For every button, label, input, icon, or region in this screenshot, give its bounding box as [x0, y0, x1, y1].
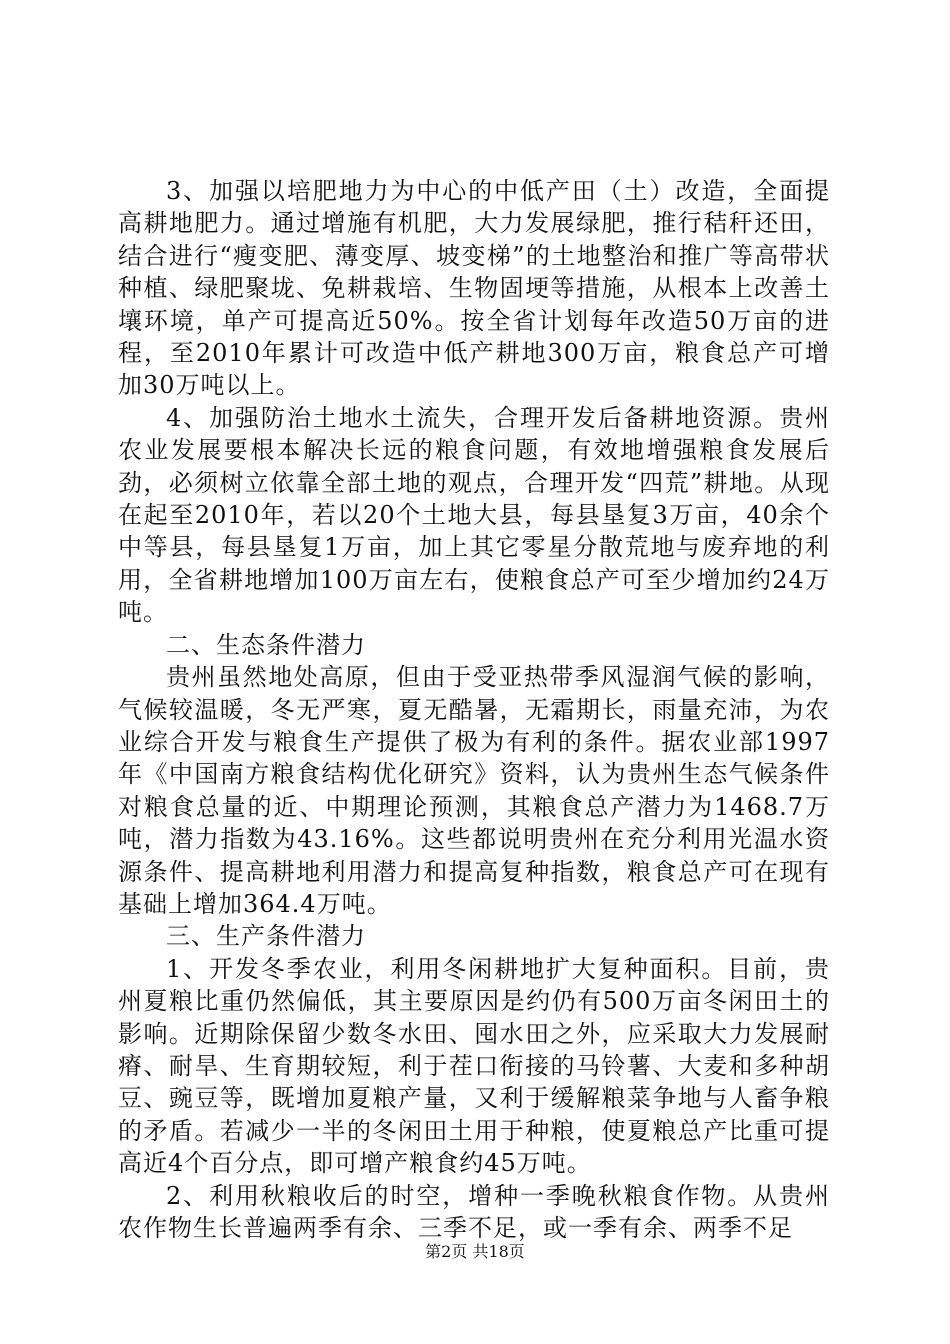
paragraph-item-4: 4、加强防治土地水土流失，合理开发后备耕地资源。贵州农业发展要根本解决长远的粮食问题，有效地增强粮食发展后劲，必须树立依靠全部土地的观点，合理开发“四荒”耕地。从现在起至2010年，若以20个土地大县，每县垦复3万亩，40余个中等县，每县垦复1万亩，加上其它零星分散荒地与废弃地的利用，全省耕地增加100万亩左右，使粮食总产可至少增加约24万吨。: [118, 403, 830, 627]
paragraph-production-2: 2、利用秋粮收后的时空，增种一季晚秋粮食作物。从贵州农作物生长普遍两季有余、三季不足，或一季有余、两季不足: [118, 1181, 830, 1242]
section-heading-production: 三、生产条件潜力: [166, 922, 366, 951]
paragraph-production-1: 1、开发冬季农业，利用冬闲耕地扩大复种面积。目前，贵州夏粮比重仍然偏低，其主要原因是约仍有500万亩冬闲田土的影响。近期除保留少数冬水田、囤水田之外，应采取大力发展耐瘠、耐旱、生育期较短，利于茬口衔接的马铃薯、大麦和多种胡豆、豌豆等，既增加夏粮产量，又利于缓解粮菜争地与人畜争粮的矛盾。若减少一半的冬闲田土用于种粮，使夏粮总产比重可提高近4个百分点，即可增产粮食约45万吨。: [118, 954, 830, 1178]
page-footer: 第2页 共18页: [425, 1242, 525, 1261]
paragraph-item-3: 3、加强以培肥地力为中心的中低产田（土）改造，全面提高耕地肥力。通过增施有机肥，大力发展绿肥，推行秸秆还田，结合进行“瘦变肥、薄变厚、坡变梯”的土地整治和推广等高带状种植、绿肥聚垅、免耕栽培、生物固埂等措施，从根本上改善土壤环境，单产可提高近50%。按全省计划每年改造50万亩的进程，至2010年累计可改造中低产耕地300万亩，粮食总产可增加30万吨以上。: [118, 177, 830, 400]
document-body: [118, 175, 830, 1244]
paragraph-ecology: 贵州虽然地处高原，但由于受亚热带季风湿润气候的影响，气候较温暖，冬无严寒，夏无酷暑，无霜期长，雨量充沛，为农业综合开发与粮食生产提供了极为有利的条件。据农业部1997年《中国南方粮食结构优化研究》资料，认为贵州生态气候条件对粮食总量的近、中期理论预测，其粮食总产潜力为1468.7万吨，潜力指数为43.16%。这些都说明贵州在充分利用光温水资源条件、提高耕地利用潜力和提高复种指数，粮食总产可在现有基础上增加364.4万吨。: [118, 663, 830, 918]
section-heading-ecology: 二、生态条件潜力: [166, 630, 366, 659]
